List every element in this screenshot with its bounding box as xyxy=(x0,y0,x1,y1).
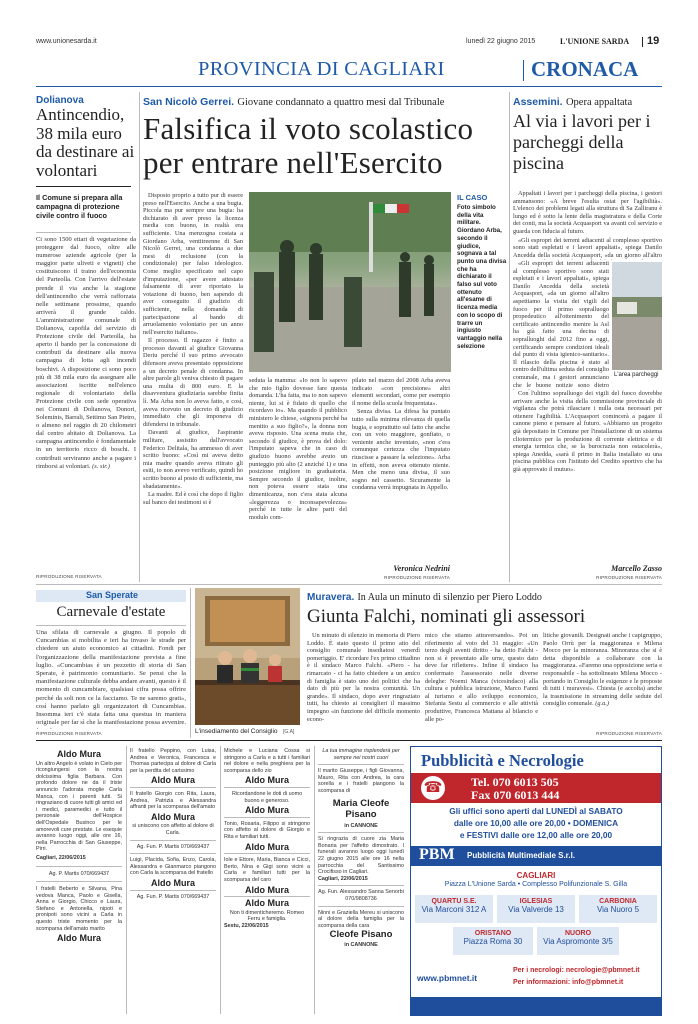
pbm-fax: Fax 070 6013 444 xyxy=(471,788,560,802)
assemini-ris: RIPRODUZIONE RISERVATA xyxy=(596,575,662,580)
muravera-col1 xyxy=(307,632,420,735)
necro-name: Aldo Mura xyxy=(151,775,195,786)
necro-sep xyxy=(36,881,122,882)
site-url[interactable]: www.unionesarda.it xyxy=(36,38,97,45)
necro-name: Maria Cleofe Pisano xyxy=(332,797,390,820)
main-col3 xyxy=(352,377,450,569)
caso-tag: IL CASO xyxy=(457,193,488,202)
necro-sep xyxy=(224,817,310,818)
main-col1-p3: Davanti al giudice, l'aspirante militare, assistito dall'avvocato Federico Delitala, ha ammesso di aver scritto buono: «Così mi aveva detto mia madre quando aveva ritirato gli esiti, io non avevo verificato, quindi ho scritto buono al posto di sufficiente, ma sbadatamente». xyxy=(143,429,243,490)
necro-sep xyxy=(224,853,310,854)
dolianova-rule xyxy=(36,186,131,187)
necro-agency: Ag. Fun. P. Martis 070/669437 xyxy=(136,893,210,900)
necro-text: Ninni e Graziella Mereu si uniscono al dolore della famiglia per la scomparsa della cara xyxy=(318,909,404,929)
pbm-title: Pubblicità e Necrologie xyxy=(421,751,584,770)
council-caption: L'insediamento del Consiglio xyxy=(195,728,278,735)
pbm-address-main: Piazza L'Unione Sarda • Complesso Polifunzionale S. Gilla xyxy=(444,881,628,888)
necro-text: Il fratello Giorgio con Rita, Laura, Andrea, Patrizia e Alessandra affranti per la scomparsa dell'amato xyxy=(130,790,216,811)
necro-text: Michele e Luciana Cossa si stringono a Carla e a tutti i familiari nel dolore e nella preghiera per la scomparsa dello zio xyxy=(224,748,310,774)
caso-text: Foto simbolo della vita militare. Giordano Arba, secondo il giudice, sognava a tal punto una divisa che ha dichiarato il falso sul voto ottenuto all'esame di licenza media con lo scopo di trarre un ingiusto vantaggio nella selezione xyxy=(457,204,507,350)
page-number-divider xyxy=(642,37,643,47)
dolianova-subhead: Il Comune si prepara alla campagna di protezione civile contro il fuoco xyxy=(36,193,123,220)
section-divider xyxy=(523,60,524,81)
necro-quote: La tua immagine risplenderà per sempre nei nostri cuori xyxy=(322,748,400,761)
col-divider-1 xyxy=(139,92,140,582)
necro-name: Aldo Mura xyxy=(57,933,101,944)
pbm-hours-box xyxy=(411,805,661,843)
assemini-tag: Assemini. xyxy=(513,96,563,108)
assemini-headline: Al via i lavori per i parcheggi della piscina xyxy=(513,111,651,173)
pbm-logo: PBM xyxy=(419,846,455,863)
pbm-phone-box xyxy=(411,773,661,803)
sansperate-headline: Carnevale d'estate xyxy=(56,604,166,620)
necro-sep xyxy=(130,840,216,841)
council-photo xyxy=(195,588,300,725)
necro-sep xyxy=(224,787,310,788)
pbm-branch-iglesias xyxy=(497,895,575,923)
necro-sub: in CANNONE xyxy=(344,822,378,829)
muravera-sign: (g.a.) xyxy=(595,700,609,708)
necro-name: Aldo Mura xyxy=(245,805,289,816)
main-col1-p4: La madre. Ed è così che dopo il figlio sul banco dei testimoni si è xyxy=(143,491,243,506)
necro-text: Il fratello Peppino, con Luisa, Andrea e Veronica, Francesca e Thomas partecipa al dolore di Carla per la perdita del carissimo xyxy=(130,748,216,774)
sansperate-rule xyxy=(36,625,186,626)
pbm-city-main: CAGLIARI xyxy=(516,871,556,880)
pbm-phone-icon: ☎ xyxy=(421,776,445,800)
main-col1 xyxy=(143,192,243,582)
pbm-footer-bar xyxy=(411,997,661,1015)
branch-title: ORISTANO xyxy=(474,930,512,937)
main-col1-p2: Il processo. Il ragazzo è finito a processo davanti al giudice Giovanna Deriu perché il suo primo avvocato difensore aveva presentato opposizione a un decreto penale di condanna. In altre parole gli veniva chiesto di pagare una multa di 800 euro. E la disavventura giudiziaria sarebbe finita lì. Ma Arba non lo aveva fatto, e così, aveva ricevuto un decreto di giudizio immediato che gli imponeva di difendersi in tribunale. xyxy=(143,337,243,428)
necro-sep xyxy=(318,906,404,907)
main-col3-p1: pilato nel marzo del 2008 Arba aveva indicato «con precisione» altri elementi secondari, come per esempio il nome della scuola frequentata». xyxy=(352,377,450,407)
assemini-p2a: «Gli espropri dei terreni adiacenti al complesso sportivo sono stati espletati e i lavori appaltati», spiega Danilo Ancedda della società Acquasport, «da un giorno all'altro xyxy=(513,236,662,259)
necro-text: Il marito Giuseppe, i figli Giovanna, Mauro, Rita con Andrea, la cara sorella e i fratelli piangono la scomparsa di xyxy=(318,768,404,794)
necro-divider-3 xyxy=(314,746,315,1014)
sansperate-tag: San Sperate xyxy=(86,590,139,600)
necro-divider-1 xyxy=(126,746,127,1014)
section-title: PROVINCIA DI CAGLIARI xyxy=(198,58,445,80)
necro-sep xyxy=(130,853,216,854)
necro-name: Aldo Mura xyxy=(151,811,195,822)
dolianova-ris: RIPRODUZIONE RISERVATA xyxy=(36,574,102,579)
assemini-sign: Marcello Zasso xyxy=(611,564,662,573)
branch-address: Via Marconi 312 A xyxy=(421,905,487,914)
branch-title: NUORO xyxy=(564,930,592,937)
main-kicker-text: Giovane condannato a quattro mesi dal Tribunale xyxy=(237,97,445,108)
necro-text: Ricordandone le doti di uomo buono e generoso. xyxy=(231,790,303,804)
branch-address: Via Nuoro 5 xyxy=(596,905,640,914)
assemini-kicker-text: Opera appaltata xyxy=(565,97,633,108)
branch-title: CARBONIA xyxy=(599,898,637,905)
muravera-p3: litiche giovanili. Designati anche i capigruppo, Paolo Orrù per la maggioranza e Milena Mocco per la minoranza. Minoranza che si è detta disponibile a collaborare con la maggioranza. «Faremo una opposizione seria e responsabile - ha sottolineato Milena Mocco - portando in Consiglio le esigenze e le proposte di tutti i muravesi». Chiesta (e accolta) anche la trasmissione in streaming delle sedute del consiglio comunale. xyxy=(543,632,662,708)
sansperate-body xyxy=(36,629,186,729)
necro-sub: in CANNONE xyxy=(344,941,378,948)
council-photo-art xyxy=(195,588,300,725)
necro-date: Cagliari, 22/06/2015 xyxy=(36,854,86,861)
necro-sep xyxy=(36,866,122,867)
branch-address: Via Aspromonte 3/5 xyxy=(543,937,613,946)
muravera-col2 xyxy=(425,632,538,735)
sansperate-sign xyxy=(36,727,52,729)
necro-text: Non ti dimenticheremo. Romeo Ferru e famiglia. xyxy=(229,909,305,923)
main-headline-1: Falsifica il voto scolastico xyxy=(143,111,474,146)
assemini-kicker xyxy=(513,96,632,108)
muravera-ris: RIPRODUZIONE RISERVATA xyxy=(596,731,662,736)
necro-name: Aldo Mura xyxy=(245,898,289,909)
pbm-web[interactable]: www.pbmnet.it xyxy=(417,973,478,983)
muravera-p2: mico che stiamo attraversando». Poi un riferimento al voto del 31 maggio: «Un terzo degli aventi diritto - ha detto Falchi - non si è presentato alle urne, questo dato deve far riflettere». Infine il sindaco ha confermato l'assessorato nelle diverse deleghe: Noemi Manca (vicesindaco) alla cultura e pubblica istruzione, Marco Fanni al turismo e allo sviluppo economico, Stefania Sestu al commercio e alle attività produttive, Francesca Mattana al bilancio e alle po- xyxy=(425,632,538,723)
assemini-p3: Con l'ultimo sopralluogo dei vigili del fuoco dovrebbe arrivare anche la visita della commissione provinciale di vigilanza che potrà rilasciare i nulla osta necessari per ottenere l'agibilità. L'Acquasport comincerà a pagare il canone pieno e pensare al futuro. «Abbiamo un progetto già depositato in Comune per l'installazione di un sistema cliotermico per la produzione di corrente elettrica e di energia termica che, se la burocrazia non ostacolerà», spiega Anedda, «sarà il primo in Italia installato su una piscina pubblica con l'istituto del Credito sportivo che ha già approvato il mutuo». xyxy=(513,390,662,473)
necro-sep xyxy=(318,764,404,765)
necro-col1 xyxy=(36,748,122,945)
issue-date: lunedì 22 giugno 2015 xyxy=(466,38,536,45)
necro-name: Aldo Mura xyxy=(245,841,289,852)
main-col2 xyxy=(249,377,347,582)
muravera-headline: Giunta Falchi, nominati gli assessori xyxy=(307,606,586,627)
dolianova-sign: (s. sir.) xyxy=(92,462,110,470)
page-number: 19 xyxy=(647,35,660,47)
pbm-branch-quartu xyxy=(415,895,493,923)
main-kicker xyxy=(143,96,444,108)
necro-col3 xyxy=(224,748,310,929)
parking-caption: L'area parcheggi xyxy=(614,372,659,378)
pbm-hours-2: dalle ore 10,00 alle ore 20,00 • DOMENICA xyxy=(453,818,619,828)
necro-agency: Ag. P. Martis 070/669437 xyxy=(48,870,110,877)
muravera-p1: Un minuto di silenzio in memoria di Piero Loddo. È stato questo il primo atto del consiglio comunale insediatosi venerdì pomeriggio. E' ricordare l'ex primo cittadino è il sindaco Marco Falchi. «Piero - ha rimarcato - ci ha fatto chiedere a un amico di famiglia è stato uno dei politici che ha dato di più per la nostra comunità. Un grande». Il sindaco, dopo aver ringraziato tutti, ha chiesto ai consiglieri il massimo impegno «in funzione del difficile momento econo- xyxy=(307,632,420,723)
main-tag: San Nicolò Gerrei. xyxy=(143,96,235,108)
branch-address: Piazza Roma 30 xyxy=(463,937,523,946)
council-credit: [G.A] xyxy=(283,729,295,735)
pbm-email-necrologie[interactable]: Per i necrologi: necrologie@pbmnet.it xyxy=(513,967,640,974)
pbm-logo-sub: Pubblicità Multimediale S.r.l. xyxy=(467,851,576,860)
main-headline-2: per entrare nell'Esercito xyxy=(143,145,443,180)
pbm-email-info[interactable]: Per informazioni: info@pbmnet.it xyxy=(513,979,624,986)
dolianova-headline: Antincendio, 38 mila euro da destinare ai volontari xyxy=(36,105,135,180)
branch-title: IGLESIAS xyxy=(519,898,553,905)
assemini-p2: «Gli espropri dei terreni adiacenti al complesso sportivo sono stati espletati e i lavori appaltati», spiega Danilo Ancedda della società Acquasport, «da un giorno all'altro aspettiamo la visita dei vigili del fuoco per il primo sopralluogo propedeutico all'ottenimento del certificato antincendio mentre la Asl ha già fatto una decina di sopralluoghi dal 2012 fino a oggi, certificando sempre condizioni ideali dal punto di vista igienico-sanitario». Il rilascio della piscina è stato al centro dell'ultima seduta del consiglio comunale, ma i gestori annunciano che le buone notizie sono dietro xyxy=(513,260,609,389)
parking-photo xyxy=(612,262,662,370)
muravera-col3 xyxy=(543,632,662,730)
mid-rule xyxy=(36,584,662,585)
dolianova-tag: Dolianova xyxy=(36,95,84,106)
main-col2-p1: seduta la mamma: «Io non lo sapevo che mio figlio dovesse fare questa domanda. L'ha fatta, ma io non sapevo niente, lui si è fidato di quello che ricordavo io». Ma quando il pubblico ministero le chiese, «signora perché ha mentito a suo figlio?», la donna non aveva risposto. Una scena muta che, secondo il giudice, è prova del dolo: l'imputato sapeva che in caso di giudizio buono avrebbe avuto un punteggio più alto (2 anziché 1) e una posizione migliore in graduatoria. Sempre secondo il giudice, inoltre, non poteva essere stata una dimenticanza, non c'era stata alcuna «leggerezza o inconsapevolezza» perché in tutte le altre parti del modulo com- xyxy=(249,377,347,521)
bottom-rule xyxy=(36,740,662,741)
necro-sep xyxy=(318,885,404,886)
col-divider-3 xyxy=(190,588,191,738)
necro-text: Iole e Ettore, Maria, Bianca e Cicci, Berto, Nina e Gigi sono vicini a Carla e familiari tutti per la scomparsa del caro xyxy=(224,857,310,883)
dolianova-text: Ci sono 1500 ettari di vegetazione da proteggere dal fuoco, oltre alle numerose aziende agricole (per la maggior parte uliveti e vigneti) che costituiscono il traino dell'economia del Parteolla. Con l'arrivo dell'estate prende il via anche la stagione dell'antincendio che verrà rafforzata nelle settimane prossime, quando arriverà il grande caldo. L'amministrazione comunale di Dolianova, capofila del servizio di Protezione civile del Parteolla, ha aperto il bando per la concessione di contributi da destinare alla nuova campagna di lotta agli incendi boschivi. A disposizione ci sono poco più di 38 mila euro da assegnare alle associazioni iscritte nell'elenco regionale di volontariato della Protezione civile con sede operativa nei Comuni di Dolianova, Donori, Soleminis, Barrali, Settimo San Pietro, o almeno nel raggio di 20 chilometri dal centro abitato di Dolianova. La campagna antincendio è fondamentale in un territorio ricco di boschi. I contributi serviranno anche a pagare i rimborsi ai volontari. xyxy=(36,236,136,470)
necro-sep xyxy=(224,896,310,897)
assemini-body3 xyxy=(513,390,662,562)
necro-name: Aldo Mura xyxy=(245,775,289,786)
sansperate-text: Una sfilata di carnevale a giugno. Il popolo di Cuncambias si mobilita e ieri ha invaso le strade per chiedere un aiuto economico ai cittadini. Fondi per l'organizzazione della manifestazione prevista a fine luglio. «Cuncambias è un pezzetto di storia di San Sperate, è patrimonio comunitario. Se pensi che la manifestazione culturale debba andare avanti, questo è il momento di cuncambiare, qualsiasi cifra possa offrire perché da soli non ce la facciamo. Te ne saremo grati», così hanno parlato gli organizzatori di Cuncambias. Insomma ieri c'è stata fatta una questua in maniera originale per far sì che la manifestazione possa avvenire. xyxy=(36,629,186,727)
muravera-tag: Muravera. xyxy=(307,592,355,603)
necro-sep xyxy=(318,832,404,833)
necro-text: Luigi, Placida, Sofia, Enzo, Carola, Alessandra e Gianmarco piangono con Carla la scomparsa del fratello xyxy=(130,857,216,877)
section-subtitle: CRONACA xyxy=(531,57,639,81)
necro-text: Si ringrazia di cuore zia Maria Bonaria per l'affetto dimostrato. I funerali avranno luogo oggi lunedì 22 giugno 2015 alle ore 16 nella parrocchia del Santissimo Crocifisso in Cagliari. xyxy=(318,836,404,876)
necro-date: Cagliari, 22/06/2015 xyxy=(318,875,368,882)
necro-agency: Ag. Fun. P. Martis 070/669437 xyxy=(136,843,210,850)
main-ris: RIPRODUZIONE RISERVATA xyxy=(384,575,450,580)
branch-address: Via Valverde 13 xyxy=(508,905,564,914)
parking-photo-art xyxy=(612,262,662,370)
dolianova-body xyxy=(36,236,136,572)
assemini-body1 xyxy=(513,190,662,260)
pbm-branch-oristano xyxy=(453,927,533,955)
necro-text: Tonio, Rosaria, Filippo si stringono con affetto al dolore di Giorgio e Rita e familiari tutti. xyxy=(224,820,310,840)
pbm-logo-box xyxy=(411,846,661,866)
main-col3-p2: Senza divisa. La difesa ha puntato tutto sulla minima rilevanza di quella bugia, e soprattutto sul fatto che anche con un voto maggiore, gonfiato, o veniente anche inventato, «non c'era comunque certezza che l'imputato riuscisse a passare la selezione». Arba in effetti, non aveva ottenuto niente. Men che meno una divisa, il suo sogno nel cassetto. Sicuramente la condanna verrà impugnata in Appello. xyxy=(352,408,450,492)
military-photo xyxy=(249,192,451,372)
necro-text: si uniscono con affetto al dolore di Carla. xyxy=(132,823,214,836)
necro-sep xyxy=(130,787,216,788)
necro-col2 xyxy=(130,748,216,900)
necro-agency: Ag. Fun. Alessandro Sanna Senorbi 070/9808736 xyxy=(318,889,404,902)
dolianova-rule2 xyxy=(36,232,131,233)
muravera-kicker-text: In Aula un minuto di silenzio per Piero Loddo xyxy=(357,592,542,603)
pbm-branch-carbonia xyxy=(579,895,657,923)
pbm-tel[interactable]: Tel. 070 6013 505 xyxy=(471,775,559,789)
muravera-kicker xyxy=(307,592,542,603)
assemini-p1: Appaltati i lavori per i parcheggi della piscina, i gestori ammansono: «A breve l'esulta ostat per l'agibilità». L'elenco dei problemi legati alla struttura di Sa Zalliranu è lungo ed è sotto la lente della magistratura e della Corte dei conti, ma la società Acquasport va avanti col servizio e guarda con fiducia al futuro. xyxy=(513,190,662,235)
pbm-ad xyxy=(410,746,662,1016)
necro-date: Sestu, 22/06/2015 xyxy=(224,922,269,929)
necro-name: Aldo Mura xyxy=(151,877,195,888)
necro-divider-2 xyxy=(220,746,221,1014)
necro-name: Aldo Mura xyxy=(57,749,101,759)
necro-col4 xyxy=(318,748,404,948)
assemini-body2 xyxy=(513,260,609,390)
necro-name: Aldo Mura xyxy=(245,884,289,895)
necro-sep xyxy=(130,890,216,891)
header-rule xyxy=(36,86,662,87)
necro-text: I fratelli Beberto e Silvana, Pina vedova Manca, Paolo e Gisella, Anna e Giorgio, Chicco e Laura, Stefano e Antonella, nipoti e pronipoti sono vicini a Carla in questo triste momento per la scomparsa dell'amato marito xyxy=(36,886,122,932)
pbm-hours-3: e FESTIVI dalle ore 12,00 alle ore 20,00 xyxy=(459,830,613,840)
military-photo-art xyxy=(249,192,451,372)
necro-text: Un altro Angelo è volato in Cielo per ricongiungersi con la nostra dolcissima figlia Barbara. Con profondo dolore ne da il triste annuncio l'adorata moglie Carla Manca, con i parenti tutti. Si ringraziano di cuore tutti gli amici ed i medici, paramedici e tutto il personale dell'Hospice dell'Ospedale Businco per le amorevoli cure prestate. Le esequie avranno luogo oggi, alle ore 16, nella Parrocchia di San Giuseppe, Pirri. xyxy=(36,760,123,853)
sansperate-ris: RIPRODUZIONE RISERVATA xyxy=(36,731,102,736)
masthead: L'UNIONE SARDA xyxy=(560,37,630,46)
pbm-hours-1: Gli uffici sono aperti dal LUNEDÌ al SABATO xyxy=(449,806,623,816)
col-divider-2 xyxy=(509,92,510,582)
main-col1-p1: Disposto proprio a tutto pur di essere preso nell'Esercito. Anche a una bugia. Piccola ma pur sempre una bugia: ha dichiarato di aver preso la licenza media con buono, in realtà era sufficiente. Una menzogna costata a Giordano Arba, ventitreenne di San Nicolò Gerrei, una condanna a due mesi di reclusione (con la condizionale) per falso ideologico. Come meglio specificato nel capo d'imputazione, «per avere attestato falsamente di aver riportato la votazione di buono, ben sapendo di aver conseguito il giudizio di sufficiente, nella domanda di partecipazione al bando di arruolamento volontario per un anno nell'esercito italiano». xyxy=(143,192,243,336)
main-sign: Veronica Nedrini xyxy=(393,564,450,573)
branch-title: QUARTU S.E. xyxy=(431,898,477,905)
necro-name: Cleofe Pisano xyxy=(329,929,393,941)
pbm-branch-nuoro xyxy=(537,927,619,955)
